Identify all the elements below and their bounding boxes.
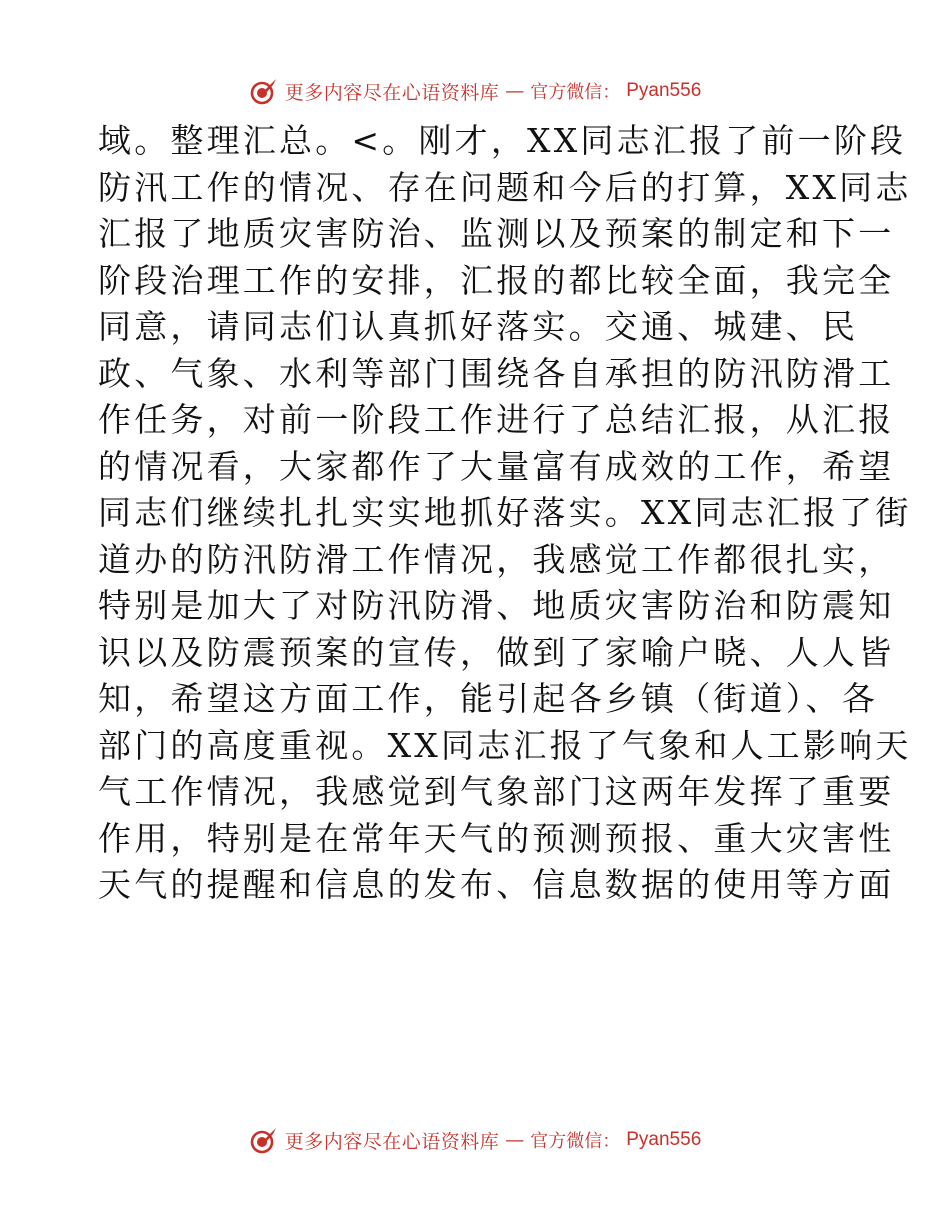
text-line: 部门的高度重视。XX同志汇报了气象和人工影响天	[98, 725, 912, 765]
text-line: 防汛工作的情况、存在问题和今后的打算，XX同志	[98, 167, 912, 207]
text-line: 作任务，对前一阶段工作进行了总结汇报，从汇报	[98, 400, 895, 439]
text-line: 气工作情况，我感觉到气象部门这两年发挥了重要	[98, 772, 895, 811]
quill-logo-icon	[249, 76, 279, 106]
text-line: 识以及防震预案的宣传，做到了家喻户晓、人人皆	[98, 632, 895, 672]
header-watermark	[0, 71, 950, 111]
text-line: 同志们继续扎扎实实地抓好落实。XX同志汇报了街	[98, 493, 912, 532]
watermark-wechat-label: 官方微信：	[530, 1131, 621, 1152]
document-body	[98, 118, 912, 909]
text-line: 天气的提醒和信息的发布、信息数据的使用等方面	[98, 865, 895, 904]
text-line: 作用，特别是在常年天气的预测预报、重大灾害性	[98, 818, 895, 858]
text-line: 政、气象、水利等部门围绕各自承担的防汛防滑工	[98, 353, 895, 393]
watermark-wechat-id: Pyan556	[626, 1129, 702, 1150]
text-line: 道办的防汛防滑工作情况，我感觉工作都很扎实，	[98, 539, 895, 579]
quill-logo-icon	[249, 1125, 279, 1155]
footer-watermark	[0, 1120, 950, 1160]
text-line: 的情况看，大家都作了大量富有成效的工作，希望	[98, 446, 895, 486]
watermark-text: 更多内容尽在心语资料库	[284, 81, 500, 104]
watermark-wechat-label: 官方微信：	[530, 82, 621, 103]
text-line: 特别是加大了对防汛防滑、地质灾害防治和防震知	[98, 586, 895, 625]
text-line: 阶段治理工作的安排，汇报的都比较全面，我完全	[98, 260, 895, 300]
text-line: 汇报了地质灾害防治、监测以及预案的制定和下一	[98, 214, 895, 253]
watermark-dash: —	[505, 80, 525, 102]
text-line: 同意，请同志们认真抓好落实。交通、城建、民	[98, 307, 859, 346]
text-line: 域。整理汇总。<。刚才，XX同志汇报了前一阶段	[98, 121, 907, 160]
watermark-dash: —	[505, 1129, 525, 1151]
watermark-text: 更多内容尽在心语资料库	[284, 1130, 500, 1153]
text-line: 知，希望这方面工作，能引起各乡镇（街道）、各	[98, 679, 878, 718]
watermark-wechat-id: Pyan556	[626, 80, 702, 101]
